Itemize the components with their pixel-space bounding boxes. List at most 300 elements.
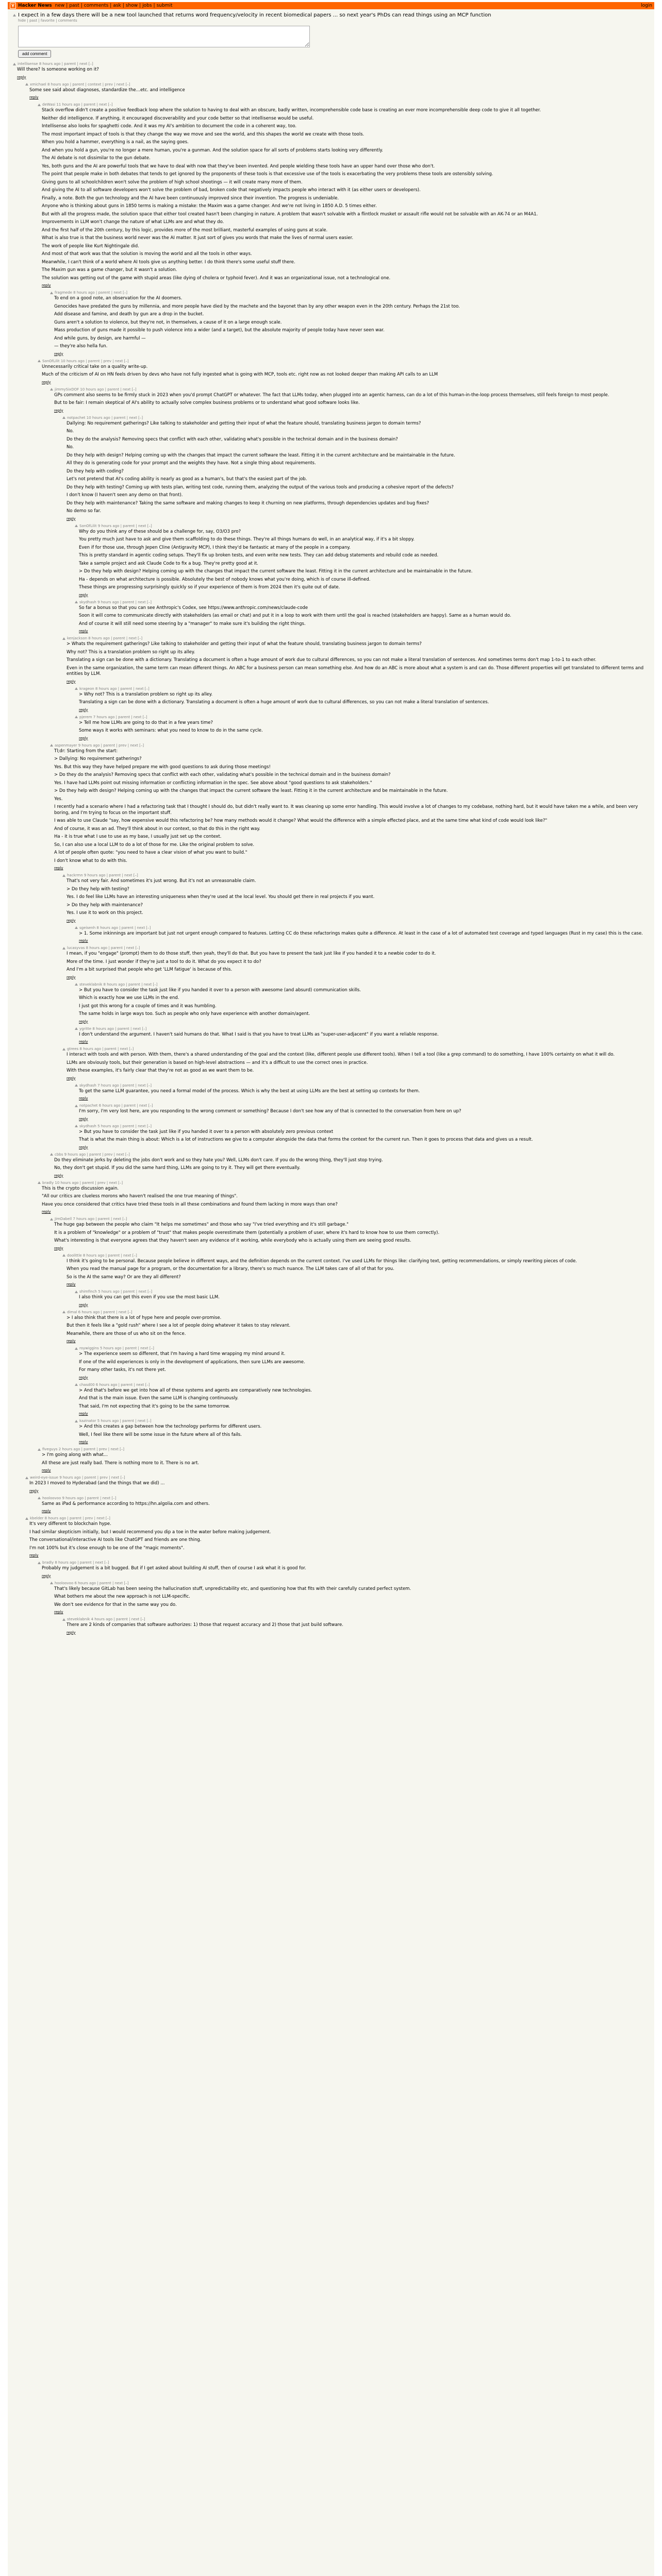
comment-paragraph: I interact with tools and with person. With them, there's a shared understanding of the goal and the context (like, different people use different tools). When I tell a tool (like a grep command) to do something, I have 100% certainty on what it will do. <box>67 1052 615 1057</box>
comment-meta[interactable]: hooloovoo 9 hours ago | parent | next [–] <box>42 1496 117 1500</box>
comment-paragraph: > I also think that there is a lot of hype here and people over-promise. <box>67 1315 222 1320</box>
reply-link[interactable]: reply <box>17 75 26 79</box>
upvote-icon[interactable] <box>75 1420 78 1422</box>
comment-paragraph: The point that people make in both debates that tends to get ignored by the proponents of these tools is that excessive use of the tools is exacerbating the very problems these tools are ostensibly solving. <box>42 172 493 177</box>
comment-meta[interactable]: xmichael 8 hours ago | parent | context | prev | next [–] <box>30 82 130 87</box>
comment-paragraph: GPs comment also seems to be firmly stuck in 2023 when you'd prompt ChatGPT or whatever. The fact that LLMs today, when plugged into an agentic harness, can do a lot of this human-in-the-loop process themselves, still feels foreign to most people. <box>54 392 609 398</box>
comment-paragraph: And the first half of the 20th century, by this logic, provides more of the most brilliant, masterful examples of using guns at scale. <box>42 227 328 233</box>
comment-body <box>79 931 649 937</box>
comment-body <box>67 1052 649 1074</box>
comment-meta[interactable]: deWasi 11 hours ago | parent | next [–] <box>42 103 113 107</box>
comment-header <box>13 62 649 66</box>
comment-meta[interactable]: fiveguys 2 hours ago | parent | prev | next [–] <box>42 1447 125 1451</box>
comment-meta[interactable]: steveklabnik 8 hours ago | parent | next [–] <box>79 982 158 987</box>
upvote-icon[interactable] <box>38 1497 41 1499</box>
comment-header <box>50 1153 649 1157</box>
comment-paragraph: What bothers me about the new approach is not LLM-specific. <box>54 1594 190 1599</box>
upvote-icon[interactable] <box>50 292 53 294</box>
nav-separator: | <box>80 3 82 8</box>
comment-header <box>75 1346 649 1350</box>
upvote-icon[interactable] <box>62 947 65 950</box>
comment-paragraph: But then it feels like a "gold rush" where I see a lot of people doing whatever it takes to stay relevant. <box>67 1323 291 1328</box>
comment-meta[interactable]: weird-eye-issue 9 hours ago | parent | prev | next [–] <box>30 1476 125 1480</box>
reply-link[interactable]: reply <box>79 1096 88 1100</box>
comment-paragraph: > Tell me how LLMs are going to do that in a few years time? <box>79 720 213 725</box>
comment-meta[interactable]: steveklabnik 4 hours ago | parent | next [–] <box>67 1617 145 1621</box>
comment-meta[interactable]: JimDabell 7 hours ago | parent | next [–] <box>55 1217 127 1221</box>
comment-paragraph: Translating a sign can be done with a dictionary. Translating a document is often a huge amount of work due to cultural differences, so you can not make a literal translation of sentences. <box>79 700 489 705</box>
comment-body <box>67 421 649 515</box>
reply-link[interactable]: reply <box>79 1302 88 1307</box>
comment-header <box>75 715 649 719</box>
upvote-icon[interactable] <box>75 1105 78 1107</box>
comment-paragraph: Why not? This is a translation problem so right up its alley. <box>67 649 195 655</box>
comment-paragraph: So, I can also use a local LLM to do a lot of those for me. Like the original problem to solve. <box>54 842 255 848</box>
comment-paragraph: > Dallying: No requirement gatherings? <box>54 756 142 761</box>
comment-body <box>54 393 649 406</box>
comment <box>62 1047 649 1080</box>
comment-paragraph: And when you hold a gun, you're no longer a mere human, you're a gunman. And the solution space for all sorts of problems starts looking very differently. <box>42 147 384 153</box>
comment-header <box>62 1310 649 1314</box>
upvote-icon[interactable] <box>75 524 78 527</box>
comment-paragraph: Meanwhile, I can't think of a world where AI tools give us anything better. I do think there's some useful stuff there. <box>42 259 295 265</box>
upvote-icon[interactable] <box>38 360 41 362</box>
comment-paragraph: I'm sorry, I'm very lost here, are you responding to the wrong comment or something? Because I don't see how any of that is connected to the conversation from here on up? <box>79 1109 461 1114</box>
comment-paragraph: No demo so far. <box>67 509 102 514</box>
comment-paragraph: The same holds in large ways too. Such as people who only have experience with another domain/agent. <box>79 1011 310 1016</box>
upvote-icon[interactable] <box>62 874 65 877</box>
comment-meta[interactable]: SonOfLilit 10 hours ago | parent | prev | next [–] <box>42 359 129 363</box>
comment-paragraph: No. <box>67 429 74 434</box>
upvote-icon[interactable] <box>75 687 78 690</box>
comment-body <box>79 1089 649 1095</box>
comment-textarea[interactable] <box>18 26 310 47</box>
comment-paragraph: Same as iPad & performance according to https://hn.algolia.com and others. <box>42 1501 210 1506</box>
reply-link[interactable]: reply <box>79 1116 88 1121</box>
comment-paragraph: > And this creates a gap between how the technology performs for different users. <box>79 1424 262 1429</box>
upvote-icon[interactable] <box>62 416 65 419</box>
reply-link[interactable]: reply <box>54 866 63 870</box>
comment-header <box>75 1027 649 1031</box>
comment-paragraph: Probably my judgement is a bit bugged. But if I get asked about building AI stuff, then of course I ask what it is good for. <box>42 1566 306 1571</box>
reply-link[interactable]: reply <box>79 1440 88 1444</box>
comment-meta[interactable]: sgeisenh 8 hours ago | parent | next [–] <box>79 925 151 930</box>
comment-paragraph: Genocides have predated the guns by millennia, and more people have died by the machete and the bayonet than by any other weapon even in the 20th century. Perhaps the 21st too. <box>54 303 460 309</box>
reply-link[interactable]: reply <box>67 1282 76 1286</box>
comment-meta[interactable]: bradly 10 hours ago | parent | prev | next [–] <box>42 1180 123 1185</box>
comment-meta[interactable]: aspenmayer 9 hours ago | parent | prev | next [–] <box>55 743 144 748</box>
comment <box>50 743 649 871</box>
comment-paragraph: > Do they help with maintenance? <box>67 902 143 908</box>
site-logo-icon[interactable]: Y <box>10 3 16 9</box>
comment-paragraph: I don't understand the argument. I haven't said humans do that. What I said is that you have to treat LLMs as "super-user-adjacent" if you want a reliable response. <box>79 1031 439 1037</box>
comment-paragraph: It is a problem of "knowledge" or a problem of "trust" that makes people overestimate them (potentially a problem of user, where it's hard to know how to use them correctly). <box>54 1230 440 1235</box>
comment-meta[interactable]: kbelder 8 hours ago | parent | prev | next [–] <box>30 1516 110 1520</box>
comment-header <box>62 416 649 420</box>
comment-paragraph: A lot of people often quote: "you need to have a clear vision of what you want to build." <box>54 850 247 855</box>
comment-header <box>75 982 649 987</box>
comment <box>75 1419 649 1444</box>
story-title: I expect in a few days there will be a new tool launched that returns word frequency/velocity in recent biomedical papers ... so next year's PhDs can read things using an MCP function <box>18 12 491 18</box>
comment-paragraph: Giving guns to all schoolchildren won't solve the problem of high school shootings — it will create many more of them. <box>42 179 303 185</box>
reply-link[interactable]: reply <box>67 679 76 684</box>
comment-meta[interactable]: krageon 8 hours ago | parent | next [–] <box>79 686 150 691</box>
comment-paragraph: I recently had a scenario where I had a refactoring task that I thought I should do, but didn't really want to. It was cleaning up some error handling. This would involve a lot of changes to my codebase, nothing hard, but it would have taken me a while, and been very boring, and I'm trying to focus on the important stuff. <box>54 804 638 816</box>
comment-meta[interactable]: fragmede 8 hours ago | parent | next [–] <box>55 291 128 295</box>
comment-body <box>79 1109 649 1115</box>
site-name[interactable]: Hacker News <box>18 3 52 8</box>
comment-paragraph: Anyone who is thinking about guns in 1850 terms is making a mistake: the Maxim was a game changer. And we're not living in 1850 A.D. 5 times either. <box>42 204 377 209</box>
comment-meta[interactable]: SonOfLilit 9 hours ago | parent | next [–] <box>79 523 152 528</box>
comment-paragraph: And while guns, by design, are harmful — <box>54 335 146 341</box>
reply-link[interactable]: reply <box>29 95 39 99</box>
nav-link-show[interactable]: show <box>125 3 138 8</box>
comment-body <box>79 1388 649 1410</box>
comment-paragraph: That said, I'm not expecting that it's going to be the same tomorrow. <box>79 1403 230 1409</box>
comment-paragraph: I also think you can get this even if you use the most basic LLM. <box>79 1295 220 1300</box>
comment-meta[interactable]: pjerem 7 hours ago | parent | next [–] <box>79 715 147 719</box>
nav-link-comments[interactable]: comments <box>84 3 109 8</box>
comment-paragraph: Do they help with testing? Coming up with tests plan, writing test code, running them, analyzing the output of the various tools and producing a cohesive report of the defects? <box>67 484 454 490</box>
comment-paragraph: So far a bonus so that you can see Anthropic's Codex, see https://www.anthropic.com/news/claude-code <box>79 605 308 611</box>
upvote-icon[interactable] <box>38 1448 41 1451</box>
reply-link[interactable]: reply <box>42 380 51 384</box>
upvote-icon[interactable] <box>62 1311 65 1313</box>
comment-header <box>75 1124 649 1128</box>
reply-link[interactable]: reply <box>42 1573 51 1578</box>
comment-paragraph: Ha - it is true what I use to use as my base, I usually just set up the context. <box>54 834 222 839</box>
upvote-icon[interactable] <box>62 1618 65 1621</box>
comment-body <box>42 1566 649 1572</box>
comment-header <box>38 1181 649 1185</box>
comment-paragraph: Which is exactly how we use LLMs in the end. <box>79 995 179 1001</box>
comment-paragraph: There are 2 kinds of companies that software authorizes: 1) those that request accuracy and 2) those that just build software. <box>67 1622 343 1628</box>
top-bar <box>8 2 654 9</box>
comment-meta[interactable]: hooloovoo 6 hours ago | parent | next [–] <box>55 1581 129 1585</box>
upvote-icon[interactable] <box>38 104 41 106</box>
comment-paragraph: Yes. <box>54 796 63 802</box>
comment-body <box>79 605 649 628</box>
comment <box>75 1346 649 1380</box>
comment-meta[interactable]: kenjackson 8 hours ago | parent | next [–] <box>67 636 143 640</box>
reply-link[interactable]: reply <box>79 629 88 633</box>
nav-link-jobs[interactable]: jobs <box>142 3 152 8</box>
comment-header <box>50 1217 649 1221</box>
comment-paragraph: Ha - depends on what architecture is possible. Absolutely the best of nobody knows what you're doing, which is of course ill-defined. <box>79 577 371 582</box>
comment-meta[interactable]: dimal 6 hours ago | parent | next [–] <box>67 1310 133 1314</box>
comment-meta[interactable]: shimfinch 5 hours ago | parent | next [–] <box>79 1290 153 1294</box>
upvote-icon[interactable] <box>75 1291 78 1293</box>
comment-meta[interactable]: hackrmn 9 hours ago | parent | next [–] <box>67 873 138 877</box>
upvote-icon[interactable] <box>75 983 78 986</box>
comment-header <box>25 82 649 87</box>
comment-header <box>75 1083 649 1088</box>
comment-header <box>75 524 649 528</box>
comment-paragraph: Do they do the analysis? Removing specs that conflict with each other, validating what's possible in the technical domain and in the business domain? <box>67 436 398 442</box>
upvote-icon[interactable] <box>75 1125 78 1127</box>
comment-paragraph: Even in the same organization, the same term can mean different things. An ABC for a business person can mean something else. And how do an ABC is more about what a system is and can do. Those different properties will get translated to different terms and entities by LLM. <box>67 665 644 676</box>
upvote-icon[interactable] <box>50 1218 53 1221</box>
comment-paragraph: No. <box>67 445 74 450</box>
comment-paragraph: No, they don't get stupid. If you did the same hard thing, LLMs are going to try it. They will get there eventually. <box>54 1165 301 1171</box>
upvote-icon[interactable] <box>75 1084 78 1087</box>
comment-meta[interactable]: skydhash 7 hours ago | parent | next [–] <box>79 1083 152 1088</box>
comment-paragraph: Well, I feel like there will be some issue in the future where all of this fails. <box>79 1432 242 1437</box>
upvote-icon[interactable] <box>25 1477 28 1479</box>
reply-link[interactable]: reply <box>54 1610 63 1614</box>
comment <box>75 1383 649 1416</box>
reply-link[interactable]: reply <box>67 1339 76 1343</box>
comment-paragraph: — they're also hella fun. <box>54 344 108 349</box>
nav-link-new[interactable]: new <box>55 3 65 8</box>
comment-paragraph: And of course it will still need some steering by a "manager" to make sure it's building the right things. <box>79 621 306 626</box>
comment-body <box>67 1622 649 1629</box>
upvote-icon[interactable] <box>62 1254 65 1257</box>
comment-header <box>25 1516 649 1520</box>
upvote-icon[interactable] <box>25 1517 28 1520</box>
comment-paragraph: Yes. I do feel like LLMs have an interesting uniqueness when they're used at the local level. You should get there in real projects if you want. <box>67 894 375 900</box>
comment-paragraph: Intellisense also looks for spaghetti code. And it was my AI's ambition to document the code in a coherent way, too. <box>42 124 297 129</box>
comment <box>62 416 649 521</box>
comment-paragraph: > 1. Some inkinnings are important but just not urgent enough compared to features. Letting CC do these refactorings makes quite a difference. At least in the case of a lot of automated test coverage and typed languages (Rust in my case) this is the case. <box>79 930 643 936</box>
comment-paragraph: LLMs are obviously tools, but their generation is based on high-level abstractions — and it's a difficult to use the correct ones in practice. <box>67 1060 368 1065</box>
comment-meta[interactable]: skydhash 9 hours ago | parent | next [–] <box>79 600 152 604</box>
comment-body <box>79 1032 649 1038</box>
comment-paragraph: To end on a good note, an observation for the AI doomers. <box>54 296 183 301</box>
reply-link[interactable]: reply <box>79 592 88 597</box>
comment <box>50 1217 649 1250</box>
comment-paragraph: > Why not? This is a translation problem so right up its alley. <box>79 691 213 697</box>
upvote-icon[interactable] <box>62 637 65 640</box>
comment-meta[interactable]: intellisense 8 hours ago | parent | next [–] <box>18 62 93 66</box>
comment-meta[interactable]: notpachet 6 hours ago | parent | next [–] <box>79 1104 153 1108</box>
reply-link[interactable]: reply <box>79 707 88 712</box>
upvote-icon[interactable] <box>25 83 28 86</box>
comment-meta[interactable]: doolittle 8 hours ago | parent | next [–] <box>67 1253 137 1258</box>
reply-link[interactable]: reply <box>79 1145 88 1149</box>
comment-body <box>42 1501 649 1507</box>
upvote-icon[interactable] <box>75 1347 78 1350</box>
comment-meta[interactable]: lucasyvas 8 hours ago | parent | next [–] <box>67 946 140 950</box>
comment-paragraph: Why do you think any of these should be a challenge for, say, O3/O3 pro? <box>79 529 241 534</box>
comment-paragraph: Have you once considered that critics have tried these tools in all these combinations and found them lacking in more ways than one? <box>42 1201 338 1207</box>
reply-link[interactable]: reply <box>54 1173 63 1178</box>
comment-paragraph: What's interesting is that everyone agrees that they haven't seen any evidence of it working, while everybody who is actually using them are seeing good results. <box>54 1238 411 1243</box>
comment-paragraph: I had similar skepticism initially, but I would recommend you dip a toe in the water before making judgement. <box>29 1529 271 1535</box>
reply-link[interactable]: reply <box>79 736 88 740</box>
comment-paragraph: > Do they help with testing? <box>67 886 129 892</box>
comment-paragraph: All these are just really bad. There is nothing more to it. There is no art. <box>42 1460 200 1466</box>
reply-link[interactable]: reply <box>67 918 76 923</box>
comment-tree <box>8 60 654 1640</box>
comment-body <box>54 1222 649 1244</box>
nav-separator: | <box>66 3 68 8</box>
comment-paragraph: I don't know what to do with this. <box>54 858 127 863</box>
reply-link[interactable]: reply <box>29 1488 39 1493</box>
comment <box>50 1153 649 1178</box>
comment-paragraph: When you hold a hammer, everything is a nail, as the saying goes. <box>42 140 189 145</box>
comment <box>38 1496 649 1514</box>
upvote-icon[interactable] <box>62 1048 65 1050</box>
reply-box <box>8 24 654 60</box>
comment-meta[interactable]: chasd00 6 hours ago | parent | next [–] <box>79 1382 150 1387</box>
comment <box>38 1181 649 1214</box>
comment-paragraph: Some ways it works with seminars: what you need to know to do in the same cycle. <box>79 728 263 733</box>
comment-paragraph: Yes. I have had LLMs point out missing information or conflicting information in the spec. See above about "good questions to ask stakeholders." <box>54 780 372 786</box>
comment-paragraph: It's very different to blockchain hype. <box>29 1521 111 1527</box>
comment-body <box>67 878 649 917</box>
comment-meta[interactable]: kazinator 5 hours ago | parent | next [–] <box>79 1419 152 1423</box>
comment-meta[interactable]: gtrees 8 hours ago | parent | next [–] <box>67 1047 134 1051</box>
comment <box>38 103 649 287</box>
comment-paragraph: And I'm a bit surprised that people who get 'LLM fatigue' is because of this. <box>67 967 233 972</box>
login-link[interactable]: login <box>641 3 652 8</box>
reply-link[interactable]: reply <box>54 351 63 356</box>
comment-body <box>79 1424 649 1438</box>
comment-header <box>50 291 649 295</box>
reply-link[interactable]: reply <box>79 939 88 943</box>
reply-link[interactable]: reply <box>42 283 51 287</box>
comment-paragraph: Yes, both guns and the AI are powerful tools that we have to deal with now that they've been invented. And people wielding these tools have an upper hand over those who don't. <box>42 163 435 169</box>
comment-paragraph: Do they help with maintenance? Taking the same software and making changes to keep it churning on new platforms, through dependencies updates and bug fixes? <box>67 500 429 506</box>
comment-paragraph: That is what the main thing is about: Which is a lot of instructions we give to a computer alongside the data that forms the context for the current run. Then it goes to process that data and gives us a result. <box>79 1137 533 1142</box>
comment-paragraph: > But you have to consider the task just like if you handed it over to a person with awesome (and absurd) communication skills. <box>79 987 361 993</box>
upvote-icon[interactable] <box>50 1153 53 1156</box>
upvote-icon[interactable] <box>75 1027 78 1030</box>
comment <box>50 291 649 356</box>
comment-body <box>79 692 649 706</box>
comment-paragraph: To get the same LLM guarantee, you need a formal model of the process. Which is why the best at using LLMs are the best at setting up contexts for them. <box>79 1088 420 1094</box>
nav-link-ask[interactable]: ask <box>113 3 121 8</box>
comment-paragraph: Unnecessarily critical take on a quality write-up. <box>42 364 148 369</box>
comment-paragraph: I mean, if you "engage" (prompt) them to do those stuff, then yeah, they'll do that. But you have to present the task just like if you handed it to a newbie coder to do it. <box>67 951 436 956</box>
comment-paragraph: I think it's going to be personal. Because people believe in different ways, and the definition depends on the current context. I've used LLMs for things like: clarifying text, getting recommendations, or simply rewriting pieces of code. <box>67 1258 577 1264</box>
upvote-icon[interactable] <box>75 601 78 603</box>
comment-header <box>50 743 649 748</box>
comment-header <box>62 1047 649 1051</box>
comment-paragraph: Do they help with coding? <box>67 468 124 474</box>
comment-paragraph: I just got this wrong for a couple of times and it was humbling. <box>79 1003 217 1009</box>
comment-header <box>38 1561 649 1565</box>
comment <box>75 600 649 634</box>
comment-meta[interactable]: skydhash 5 hours ago | parent | next [–] <box>79 1124 152 1128</box>
upvote-icon[interactable] <box>13 63 16 65</box>
reply-link[interactable]: reply <box>54 408 63 413</box>
comment-paragraph: The Maxim gun was a game changer, but it wasn't a solution. <box>42 267 177 273</box>
comment-header <box>62 946 649 950</box>
comment <box>38 359 649 384</box>
reply-link[interactable]: reply <box>67 1076 76 1080</box>
comment-paragraph: Stack overflow didn't create a positive feedback loop where the solution to having to deal with an obscure, badly written, incomprehensible code base is creating an ever more incomprehensible deep code to give it all together. <box>42 108 541 113</box>
comment-header <box>25 1476 649 1480</box>
story-subline[interactable]: hide | past | favorite | comments <box>18 19 77 23</box>
comment-header <box>50 1581 649 1585</box>
upvote-icon[interactable] <box>75 1383 78 1386</box>
comment <box>75 1124 649 1149</box>
comment-header <box>75 1290 649 1294</box>
comment-paragraph: With these examples, it's fairly clear that they're not as good as we want them to be. <box>67 1068 254 1073</box>
comment-paragraph: Let's not pretend that AI's coding ability is nearly as good as a human's, but that's the easiest part of the job. <box>67 477 307 482</box>
comment-paragraph: Yes. I use it to work on this project. <box>67 910 143 916</box>
comment-paragraph: Much of the criticism of AI on HN feels driven by devs who have not fully ingested what is going with MCP, tools etc. right now as not looked deeper than making API calls to an LLM <box>42 372 438 377</box>
comment-body <box>42 108 649 281</box>
comment-header <box>75 1419 649 1423</box>
upvote-icon[interactable] <box>38 1562 41 1564</box>
nav-link-past[interactable]: past <box>69 3 79 8</box>
comment-header <box>62 1617 649 1621</box>
upvote-icon[interactable] <box>50 744 53 747</box>
reply-link[interactable]: reply <box>79 1375 88 1380</box>
comment-header <box>75 687 649 691</box>
upvote-icon[interactable] <box>75 716 78 718</box>
comment-body <box>67 1315 649 1337</box>
comment-paragraph: For many other tasks, it's not there yet. <box>79 1367 166 1372</box>
comment-paragraph: Soon it will come to communicate directly with stakeholders (as email or chat) and put it in a loop to work with them until the goal is reached (stakeholders are happy). Same as a human would do. <box>79 613 511 618</box>
comment-body <box>79 988 649 1018</box>
reply-link[interactable]: reply <box>54 1246 63 1250</box>
reply-link[interactable]: reply <box>67 975 76 979</box>
reply-link[interactable]: reply <box>79 1412 88 1416</box>
comment-body <box>79 529 649 591</box>
comment-meta[interactable]: notpachet 10 hours ago | parent | next [–] <box>67 415 143 420</box>
upvote-icon[interactable] <box>13 14 16 16</box>
comment-paragraph: This is pretty standard in agentic coding setups. They'll fix up broken tests, and even write new tests. They can add debug statements and rebuild code as needed. <box>79 553 439 558</box>
nav-links <box>55 3 173 8</box>
comment-paragraph: I'm not 100% but it's close enough to be one of the "magic moments". <box>29 1545 185 1551</box>
comment-body <box>42 1186 649 1208</box>
comment-header <box>62 873 649 877</box>
reply-link[interactable]: reply <box>67 516 76 521</box>
reply-link[interactable]: reply <box>42 1509 51 1513</box>
nav-link-submit[interactable]: submit <box>156 3 173 8</box>
comment-body <box>42 1452 649 1466</box>
upvote-icon[interactable] <box>50 1582 53 1584</box>
comment-paragraph: These things are progressing surprisingly quickly so if your experience of them is from 2024 then it's quite out of date. <box>79 585 340 590</box>
comment-header <box>38 103 649 107</box>
comment-meta[interactable]: jimmySixDOF 10 hours ago | parent | next [–] <box>55 387 137 392</box>
reply-link[interactable]: reply <box>79 1040 88 1044</box>
comment-body <box>42 364 649 378</box>
comment-paragraph: If one of the wild experiences is only in the development of applications, then sure LLMs are awesome. <box>79 1359 305 1365</box>
comment-header <box>75 926 649 930</box>
comment-meta[interactable]: roywiggins 5 hours ago | parent | next [–] <box>79 1346 154 1350</box>
nav-separator: | <box>153 3 155 8</box>
comment-paragraph: > Do they help with design? Helping coming up with the changes that impact the current software the least. Fitting it in the current architecture and be maintainable in the future. <box>54 788 448 793</box>
comment-body <box>29 88 649 94</box>
upvote-icon[interactable] <box>75 926 78 929</box>
reply-link[interactable]: reply <box>42 1210 51 1214</box>
comment-header <box>38 359 649 363</box>
add-comment-button[interactable]: add comment <box>18 50 51 58</box>
comment-paragraph: Improvements in LLM won't change the nature of what LLMs are and what they do. <box>42 219 224 225</box>
reply-link[interactable]: reply <box>79 1019 88 1024</box>
comment-paragraph: > But you have to consider the task just like if you handed it over to a person with absolutely zero previous context <box>79 1129 334 1134</box>
upvote-icon[interactable] <box>50 388 53 391</box>
comment-meta[interactable]: cbbs 9 hours ago | parent | prev | next [–] <box>55 1152 130 1157</box>
comment-meta[interactable]: bradly 8 hours ago | parent | next [–] <box>42 1561 109 1565</box>
comment-paragraph: Meanwhile, there are those of us who sit on the fence. <box>67 1331 186 1336</box>
reply-link[interactable]: reply <box>67 1630 76 1635</box>
comment-paragraph: We don't see evidence for that in the same way you do. <box>54 1602 177 1607</box>
upvote-icon[interactable] <box>38 1181 41 1184</box>
reply-link[interactable]: reply <box>29 1553 39 1557</box>
comment-header <box>62 636 649 640</box>
comment-meta[interactable]: ygritte 8 hours ago | parent | next [–] <box>79 1026 147 1031</box>
comment-paragraph: And most of that work was that the solution is moving the world and all the tools in other ways. <box>42 251 252 257</box>
reply-link[interactable]: reply <box>42 1468 51 1472</box>
comment-paragraph: But with all the progress made, the solution space that either tool created hasn't been changing in nature. A problem that wasn't solvable with a flintlock musket or assault rifle would not be solvable with an AK-74 or an M4A1. <box>42 211 538 217</box>
comment-paragraph: Will there? Is someone working on it? <box>17 67 99 72</box>
